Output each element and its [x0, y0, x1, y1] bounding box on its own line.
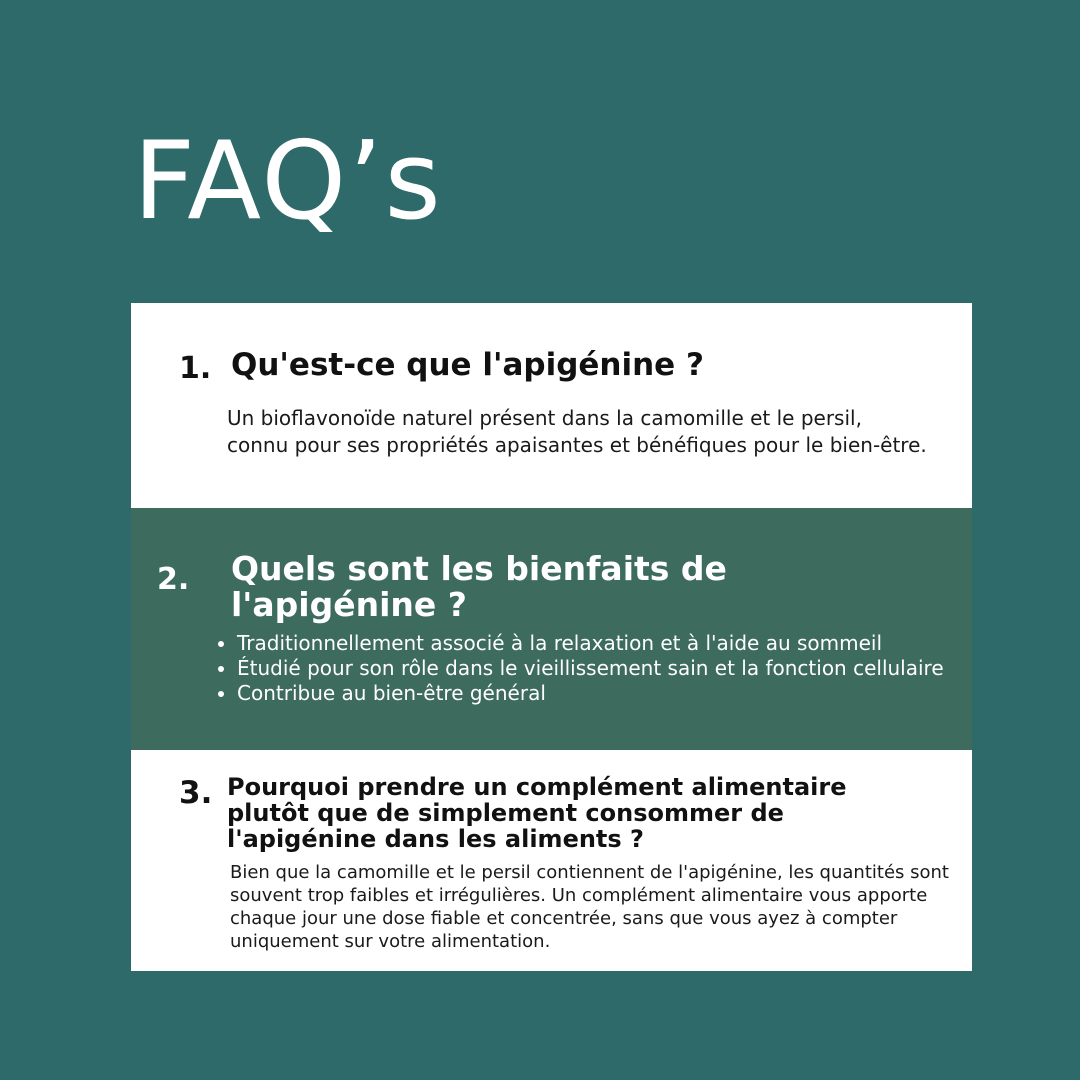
faq-question: Pourquoi prendre un complément alimentaire plutôt que de simplement consommer de l'apigénine dans les aliments ?: [227, 773, 847, 853]
faq-bullet-list: [215, 631, 957, 706]
faq-bullet-item: • Contribue au bien-être général: [237, 681, 957, 706]
faq-item-3: [131, 750, 972, 971]
faq-number: 3.: [179, 775, 213, 811]
faq-number: 1.: [179, 351, 212, 386]
faq-question: Qu'est-ce que l'apigénine ?: [231, 347, 704, 383]
faq-number: 2.: [157, 562, 190, 597]
faq-question: Quels sont les bienfaits de l'apigénine ?: [231, 549, 727, 624]
faq-item-1: [131, 303, 972, 508]
page-title: FAQ’s: [133, 119, 443, 244]
faq-answer: Un bioflavonoïde naturel présent dans la camomille et le persil, connu pour ses propriétés apaisantes et bénéfiques pour le bien-être.: [227, 406, 927, 457]
faq-answer: Bien que la camomille et le persil contiennent de l'apigénine, les quantités sont souvent trop faibles et irrégulières. Un complément alimentaire vous apporte chaque jour une dose fiable et concentrée, sans que vous ayez à compter uniquement sur votre alimentation.: [230, 862, 949, 952]
faq-bullet-item: • Traditionnellement associé à la relaxation et à l'aide au sommeil: [237, 631, 957, 656]
faq-bullet-item: • Étudié pour son rôle dans le vieillissement sain et la fonction cellulaire: [237, 656, 957, 681]
faq-item-2: [131, 508, 972, 750]
